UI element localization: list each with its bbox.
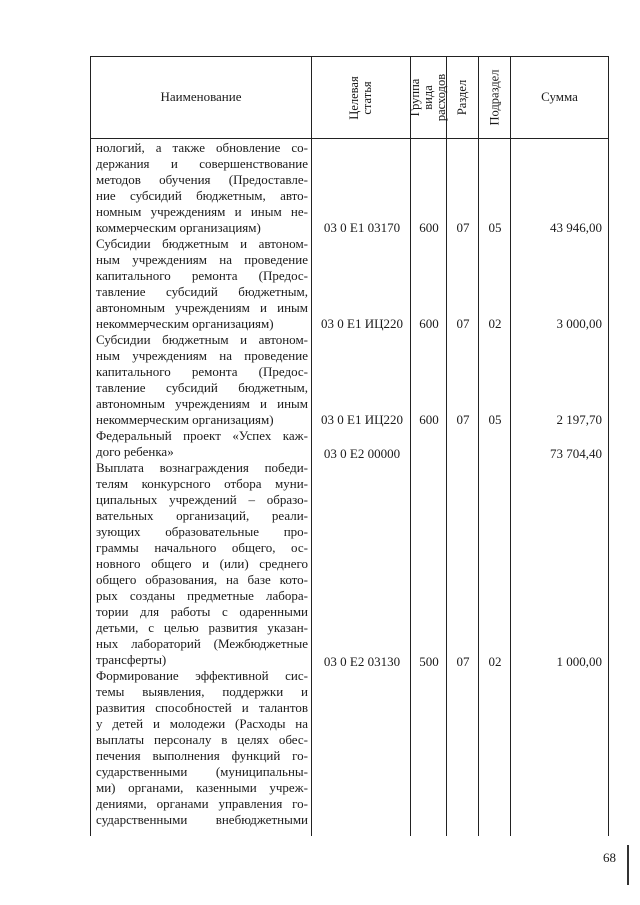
name-text-line: дого ребенка» bbox=[96, 444, 174, 459]
name-text-line: ным учреждениям на проведение bbox=[96, 348, 308, 363]
name-text-line: Федеральный проект «Успех каж- bbox=[96, 428, 308, 443]
header-section-label: Раздел bbox=[455, 79, 470, 116]
row-1-subsection: 05 bbox=[488, 220, 502, 235]
name-text-line: у детей и молодежи (Расходы на bbox=[96, 716, 308, 731]
name-text-line: выплаты персоналу в целях обес- bbox=[96, 732, 308, 747]
row-3-subsection: 05 bbox=[488, 412, 502, 427]
header-target-article-label: Целевая статья bbox=[347, 75, 374, 120]
row-1-sum: 43 946,00 bbox=[550, 220, 602, 235]
name-text-line: трансферты) bbox=[96, 652, 167, 667]
row-5-sum: 1 000,00 bbox=[556, 654, 602, 669]
row-2-target-article: 03 0 E1 ИЦ220 bbox=[321, 316, 403, 331]
name-text-line: граммы начального общего, ос- bbox=[96, 540, 308, 555]
name-text-line: зующих образовательные про- bbox=[96, 524, 308, 539]
name-text-line: печения выполнения функций го- bbox=[96, 748, 308, 763]
name-text-line: ным учреждениям на проведение bbox=[96, 252, 308, 267]
name-text-line: тавление субсидий бюджетным, bbox=[96, 284, 308, 299]
name-text-line: некоммерческим организациям) bbox=[96, 316, 274, 331]
row-2-expense-group: 600 bbox=[419, 316, 439, 331]
row-2-section: 07 bbox=[456, 316, 470, 331]
name-text-line: новного общего и (или) среднего bbox=[96, 556, 308, 571]
row-2-sum: 3 000,00 bbox=[556, 316, 602, 331]
header-subsection bbox=[479, 57, 510, 138]
table-right-border bbox=[608, 56, 609, 836]
name-text-line: развития способностей и талантов bbox=[96, 700, 308, 715]
column-divider bbox=[510, 56, 511, 836]
row-1-section: 07 bbox=[456, 220, 470, 235]
row-2-subsection: 02 bbox=[488, 316, 502, 331]
name-text-line: сударственными внебюджетными bbox=[96, 812, 308, 827]
row-5-section: 07 bbox=[456, 654, 470, 669]
header-target-article bbox=[312, 57, 410, 138]
table-left-border bbox=[90, 56, 91, 836]
name-text-line: некоммерческим организациям) bbox=[96, 412, 274, 427]
name-text-line: тавление субсидий бюджетным, bbox=[96, 380, 308, 395]
name-text-line: дениями, органами управления го- bbox=[96, 796, 308, 811]
row-5-expense-group: 500 bbox=[419, 654, 439, 669]
header-name: Наименование bbox=[160, 89, 242, 104]
name-text-line: телям конкурсного отбора муни- bbox=[96, 476, 308, 491]
column-divider bbox=[410, 56, 411, 836]
name-text-line: темы выявления, поддержки и bbox=[96, 684, 308, 699]
header-expense-group-label: Группа вида расходов bbox=[408, 73, 449, 122]
header-subsection-label: Подраздел bbox=[487, 69, 501, 126]
name-text-line: держания и совершенствование bbox=[96, 156, 308, 171]
row-3-expense-group: 600 bbox=[419, 412, 439, 427]
name-text-line: ми) органами, казенными учреж- bbox=[96, 780, 308, 795]
row-1-expense-group: 600 bbox=[419, 220, 439, 235]
row-5-target-article: 03 0 E2 03130 bbox=[323, 654, 401, 669]
name-text-line: сударственными (муниципальны- bbox=[96, 764, 308, 779]
name-text-line: детьми, с целью развития указан- bbox=[96, 620, 308, 635]
name-text-line: рых созданы предметные лабора- bbox=[96, 588, 308, 603]
row-1-target-article: 03 0 E1 03170 bbox=[323, 220, 401, 235]
row-3-section: 07 bbox=[456, 412, 470, 427]
name-text-line: общего образования, на базе кото- bbox=[96, 572, 308, 587]
name-text-line: Субсидии бюджетным и автоном- bbox=[96, 332, 308, 347]
name-text-line: ципальных учреждений – образо- bbox=[96, 492, 308, 507]
name-text-line: тории для работы с одаренными bbox=[96, 604, 308, 619]
row-4-target-article: 03 0 E2 00000 bbox=[323, 446, 401, 461]
name-text-line: нологий, а также обновление со- bbox=[96, 140, 308, 155]
page-edge-mark bbox=[627, 845, 629, 885]
name-text-line: автономным учреждениям и иным bbox=[96, 300, 308, 315]
name-text-line: Выплата вознаграждения победи- bbox=[96, 460, 308, 475]
name-text-line: методов обучения (Предоставле- bbox=[96, 172, 308, 187]
header-bottom-border bbox=[90, 138, 609, 139]
page-number: 68 bbox=[603, 850, 616, 865]
column-divider bbox=[478, 56, 479, 836]
name-text-line: ных лабораторий (Межбюджетные bbox=[96, 636, 308, 651]
row-4-sum: 73 704,40 bbox=[550, 446, 602, 461]
header-expense-group bbox=[408, 57, 449, 138]
column-divider bbox=[446, 56, 447, 836]
row-5-subsection: 02 bbox=[488, 654, 502, 669]
row-3-sum: 2 197,70 bbox=[556, 412, 602, 427]
name-text-line: капитального ремонта (Предос- bbox=[96, 364, 308, 379]
name-text-line: вательных организаций, реали- bbox=[96, 508, 308, 523]
name-text-line: Субсидии бюджетным и автоном- bbox=[96, 236, 308, 251]
row-3-target-article: 03 0 E1 ИЦ220 bbox=[321, 412, 403, 427]
name-text-line: ние субсидий бюджетным, авто- bbox=[96, 188, 308, 203]
name-text-line: автономным учреждениям и иным bbox=[96, 396, 308, 411]
name-text-line: капитального ремонта (Предос- bbox=[96, 268, 308, 283]
header-section bbox=[447, 57, 478, 138]
name-text-line: коммерческим организациям) bbox=[96, 220, 261, 235]
name-text-line: номным учреждениям и иным не- bbox=[96, 204, 308, 219]
name-text-line: Формирование эффективной сис- bbox=[96, 668, 308, 683]
header-sum: Сумма bbox=[541, 89, 578, 104]
column-divider bbox=[311, 56, 312, 836]
